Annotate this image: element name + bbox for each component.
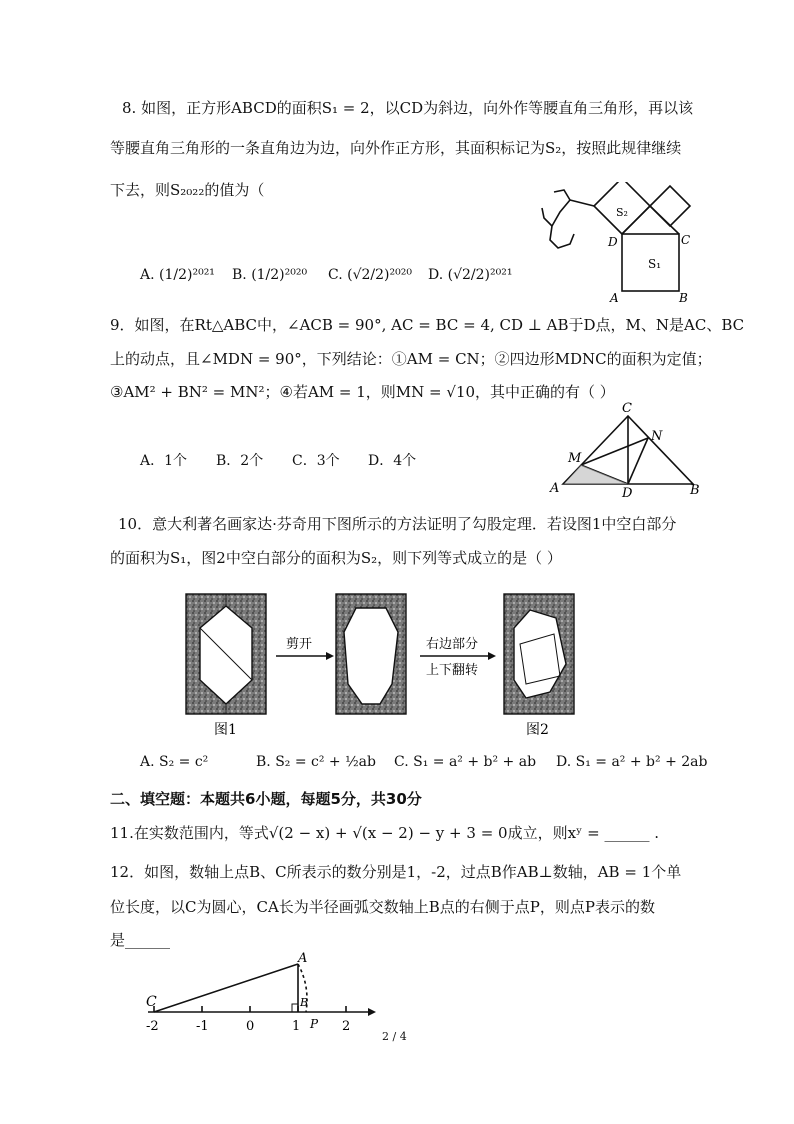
label-b: B [300, 996, 309, 1009]
tick-label: 0 [246, 1019, 255, 1034]
q9-option-d[interactable]: D．4个 [368, 453, 417, 469]
label-d: D [622, 486, 633, 498]
q11-line1: 11.在实数范围内，等式√(2 − x) + √(x − 2) − y + 3 = 0成立，则xʸ = ______ . [110, 824, 660, 842]
q10-option-d[interactable]: D. S₁ = a² + b² + 2ab [556, 754, 708, 770]
label-c: C [681, 233, 691, 247]
tick-label: -2 [146, 1019, 159, 1034]
label-m: M [568, 451, 582, 466]
q9-line1: 9．如图，在Rt△ABC中，∠ACB = 90°, AC = BC = 4, CD ⊥ AB于D点，M、N是AC、BC [110, 316, 745, 334]
label-a: A [550, 481, 560, 496]
section-fill-in-title: 二、填空题：本题共6小题，每题5分，共30分 [110, 790, 422, 808]
label-s1: S₁ [648, 257, 662, 271]
q8-option-c[interactable]: C. (√2/2)²⁰²⁰ [328, 267, 412, 283]
q12-line2: 位长度，以C为圆心，CA长为半径画弧交数轴上B点的右侧于点P，则点P表示的数 [110, 898, 655, 916]
q9-option-a[interactable]: A．1个 [140, 453, 188, 469]
fig1-panel [186, 594, 266, 714]
q10-option-a[interactable]: A. S₂ = c² [140, 754, 209, 770]
q10-line1: 10．意大利著名画家达·芬奇用下图所示的方法证明了勾股定理．若设图1中空白部分 [118, 515, 677, 533]
q9-line3: ③AM² + BN² = MN²；④若AM = 1，则MN = √10，其中正确的有（ ） [110, 383, 615, 401]
label-c: C [622, 401, 632, 416]
page-number: 2 / 4 [382, 1030, 407, 1043]
fig1-caption: 图1 [214, 722, 237, 738]
q10-option-b[interactable]: B. S₂ = c² + ½ab [256, 754, 376, 770]
arrow1-label: 剪开 [286, 637, 313, 652]
q8-line3: 下去，则S₂₀₂₂的值为（ [110, 181, 265, 199]
q10-figure [180, 588, 580, 738]
tick-label: -1 [196, 1019, 209, 1034]
q8-option-d[interactable]: D. (√2/2)²⁰²¹ [428, 267, 513, 283]
q12-line3: 是______ [110, 931, 171, 949]
label-d: D [608, 235, 618, 249]
q8-option-a[interactable]: A. (1/2)²⁰²¹ [140, 267, 215, 283]
q9-option-b[interactable]: B．2个 [216, 453, 264, 469]
label-a: A [610, 291, 619, 305]
q10-option-c[interactable]: C. S₁ = a² + b² + ab [394, 754, 537, 770]
q12-number-line-figure [138, 950, 378, 1040]
q9-option-c[interactable]: C．3个 [292, 453, 340, 469]
q8-option-b[interactable]: B. (1/2)²⁰²⁰ [232, 267, 308, 283]
q12-line1: 12．如图，数轴上点B、C所表示的数分别是1，-2，过点B作AB⊥数轴，AB = 1个单 [110, 863, 682, 881]
q10-line2: 的面积为S₁，图2中空白部分的面积为S₂，则下列等式成立的是（ ） [110, 549, 562, 567]
label-a: A [298, 951, 308, 966]
fig2-caption: 图2 [526, 722, 549, 738]
fig-mid-panel [336, 594, 406, 714]
label-s2: S₂ [616, 206, 628, 219]
tick-label: 2 [342, 1019, 351, 1034]
arrow2-label-top: 右边部分 [426, 637, 479, 652]
label-c: C [146, 994, 157, 1010]
tick-label: 1 [292, 1019, 301, 1034]
q8-line2: 等腰直角三角形的一条直角边为边，向外作正方形，其面积标记为S₂，按照此规律继续 [110, 139, 682, 157]
label-n: N [651, 429, 663, 444]
label-b: B [679, 291, 688, 305]
fig2-panel [504, 594, 574, 714]
q8-figure [530, 182, 705, 307]
q9-figure [548, 398, 708, 498]
q8-line1: 8. 如图，正方形ABCD的面积S₁ = 2，以CD为斜边，向外作等腰直角三角形，再以该 [122, 99, 694, 117]
label-b: B [690, 483, 700, 498]
arrow2-label-bottom: 上下翻转 [426, 663, 479, 678]
label-p: P [310, 1017, 319, 1031]
q9-line2: 上的动点，且∠MDN = 90°，下列结论：①AM = CN；②四边形MDNC的面积为定值； [110, 350, 712, 368]
